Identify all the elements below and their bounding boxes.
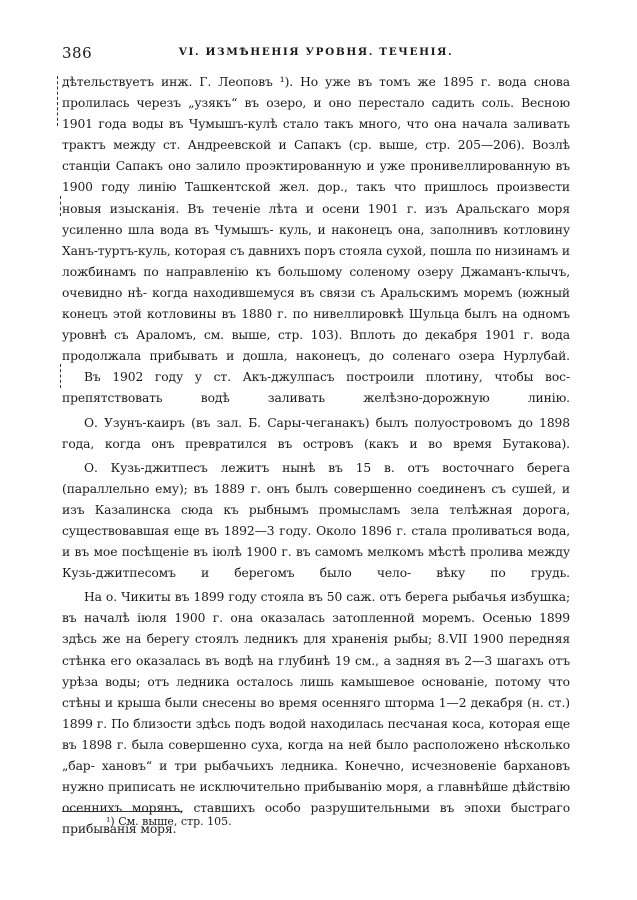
text-line: до 1898 года, когда онъ превратился въ островъ (какъ и во время — [62, 415, 570, 451]
text-line: дѣтельствуетъ инж. Г. Леоповъ ¹). Но уже въ томъ же 1895 г. вода — [62, 75, 527, 89]
margin-mark — [60, 364, 61, 388]
text-line: проливаться вода, и въ мое посѣщеніе въ іюлѣ 1900 г. въ самомъ — [62, 523, 570, 560]
text-line: съ давнихъ поръ стояла сухой, пошла по низинамъ и ложбинамъ по — [62, 243, 570, 279]
text-line: время осенняго шторма 1—2 декабря (н. ст.) 1899 г. По близости — [62, 695, 570, 731]
text-line: препятствовать водѣ заливать желѣзно-дорожную линію. — [62, 391, 570, 406]
paragraph — [62, 458, 570, 585]
text-line: дѣйствію осеннихъ морянъ, ставшихъ особо разрушительными въ эпохи быстраго прибыванія моря. — [62, 780, 570, 837]
chapter-heading: VI. ИЗМѢНЕНІЯ УРОВНЯ. ТЕЧЕНІЯ. — [178, 46, 454, 58]
text-line: этой котловины въ 1880 г. по нивеллировкѣ Шульца былъ на одномъ — [112, 307, 570, 322]
body-text — [62, 72, 570, 840]
footnote-rule — [62, 811, 182, 812]
paragraph — [62, 413, 570, 455]
text-line: куль, и наконецъ она, заполнивъ котловину Ханъ-туртъ-куль, которая — [62, 222, 570, 258]
text-line: начала заливать трактъ между ст. Андреевской и Сапакъ (ср. выше, — [62, 117, 571, 153]
text-line: О. Кузь-джитпесъ лежитъ нынѣ въ 15 в. отъ восточнаго берега — [84, 460, 570, 475]
text-line: сушей, и изъ Казалинска сюда къ рыбнымъ промысламъ зела телѣжная — [62, 481, 570, 517]
paragraph — [62, 587, 570, 840]
text-line: Весною 1901 года воды въ Чумышъ-кулѣ стало такъ много, что она — [62, 96, 570, 132]
text-line: хановъ“ и три рыбачьихъ ледника. Конечно, исчезновеніе бархановъ — [101, 759, 571, 773]
text-line: камышевое основаніе, потому что стѣны и крыша были снесены во — [62, 674, 570, 710]
text-line: Бутакова). — [502, 436, 570, 451]
margin-mark — [57, 76, 58, 126]
page-number: 386 — [62, 44, 93, 62]
text-line: избушка; въ началѣ іюля 1900 г. она оказалась затопленной моремъ. — [62, 590, 570, 626]
text-line: уже пронивеллированную въ 1900 году линію Ташкентской жел. дор., — [62, 159, 571, 195]
text-line: направленію къ большому соленому озеру Джаманъ-клычъ, очевидно нѣ- — [62, 264, 571, 300]
text-line: а задняя въ 2—3 шагахъ отъ урѣза воды; отъ ледника осталось лишь — [62, 653, 570, 689]
text-line: дорога, существовавшая еще въ 1892—3 году. Около 1896 г. стала — [62, 502, 571, 538]
text-line: 8.VII 1900 передняя стѣнка его оказалась въ водѣ на глубинѣ 19 см., — [62, 632, 571, 668]
text-line: снова пролилась черезъ „узякъ“ въ озеро, и оно перестало садить соль. — [62, 75, 570, 111]
text-line: здѣсь подъ водой находилась песчаная коса, которая еще въ 1898 г. — [62, 716, 571, 752]
text-line: осени 1901 г. изъ Аральскаго моря усиленно шла вода въ Чумышъ- — [62, 201, 570, 237]
text-line: нужно приписать не исключительно прибыванію моря, а главнѣйше — [62, 780, 509, 795]
text-line: когда находившемуся въ связи съ Аральскимъ моремъ (южный конецъ — [62, 285, 570, 322]
text-line: стр. 205—206). Возлѣ станціи Сапакъ оно залило проэктированную и — [62, 138, 570, 174]
footnote: ¹) См. выше, стр. 105. — [106, 815, 232, 828]
text-line: была совершенно суха, когда на ней было расположено нѣсколько „бар- — [62, 737, 570, 773]
margin-mark — [60, 196, 61, 216]
text-line: Осенью 1899 здѣсь же на берегу стоялъ ледникъ для храненія рыбы; — [62, 611, 570, 647]
paragraph — [62, 367, 570, 409]
text-line: такъ что пришлось произвести новыя изысканія. Въ теченіе лѣта и — [62, 180, 571, 216]
running-head — [62, 44, 570, 64]
text-line: На о. Чикиты въ 1899 году стояла въ 50 саж. отъ берега рыбачья — [84, 590, 507, 605]
text-line: (параллельно ему); въ 1889 г. онъ былъ совершенно соединенъ съ — [62, 481, 506, 496]
text-line: О. Узунъ-каиръ (въ зал. Б. Сары-чеганакъ) былъ полуостровомъ — [84, 415, 512, 430]
text-line: Въ 1902 году у ст. Акъ-джулпасъ построили плотину, чтобы вос- — [84, 370, 570, 385]
paragraph-continuation — [62, 72, 570, 367]
text-line: вода продолжала прибывать и дошла, наконецъ, до соленаго озера Нурлубай. — [62, 328, 570, 364]
text-line: вѣку по грудь. — [436, 566, 570, 581]
text-line: уровнѣ съ Араломъ, см. выше, стр. 103). Вплоть до декабря 1901 г. — [62, 328, 534, 343]
text-line: мелкомъ мѣстѣ пролива между Кузь-джитпесомъ и берегомъ было чело- — [62, 545, 571, 581]
